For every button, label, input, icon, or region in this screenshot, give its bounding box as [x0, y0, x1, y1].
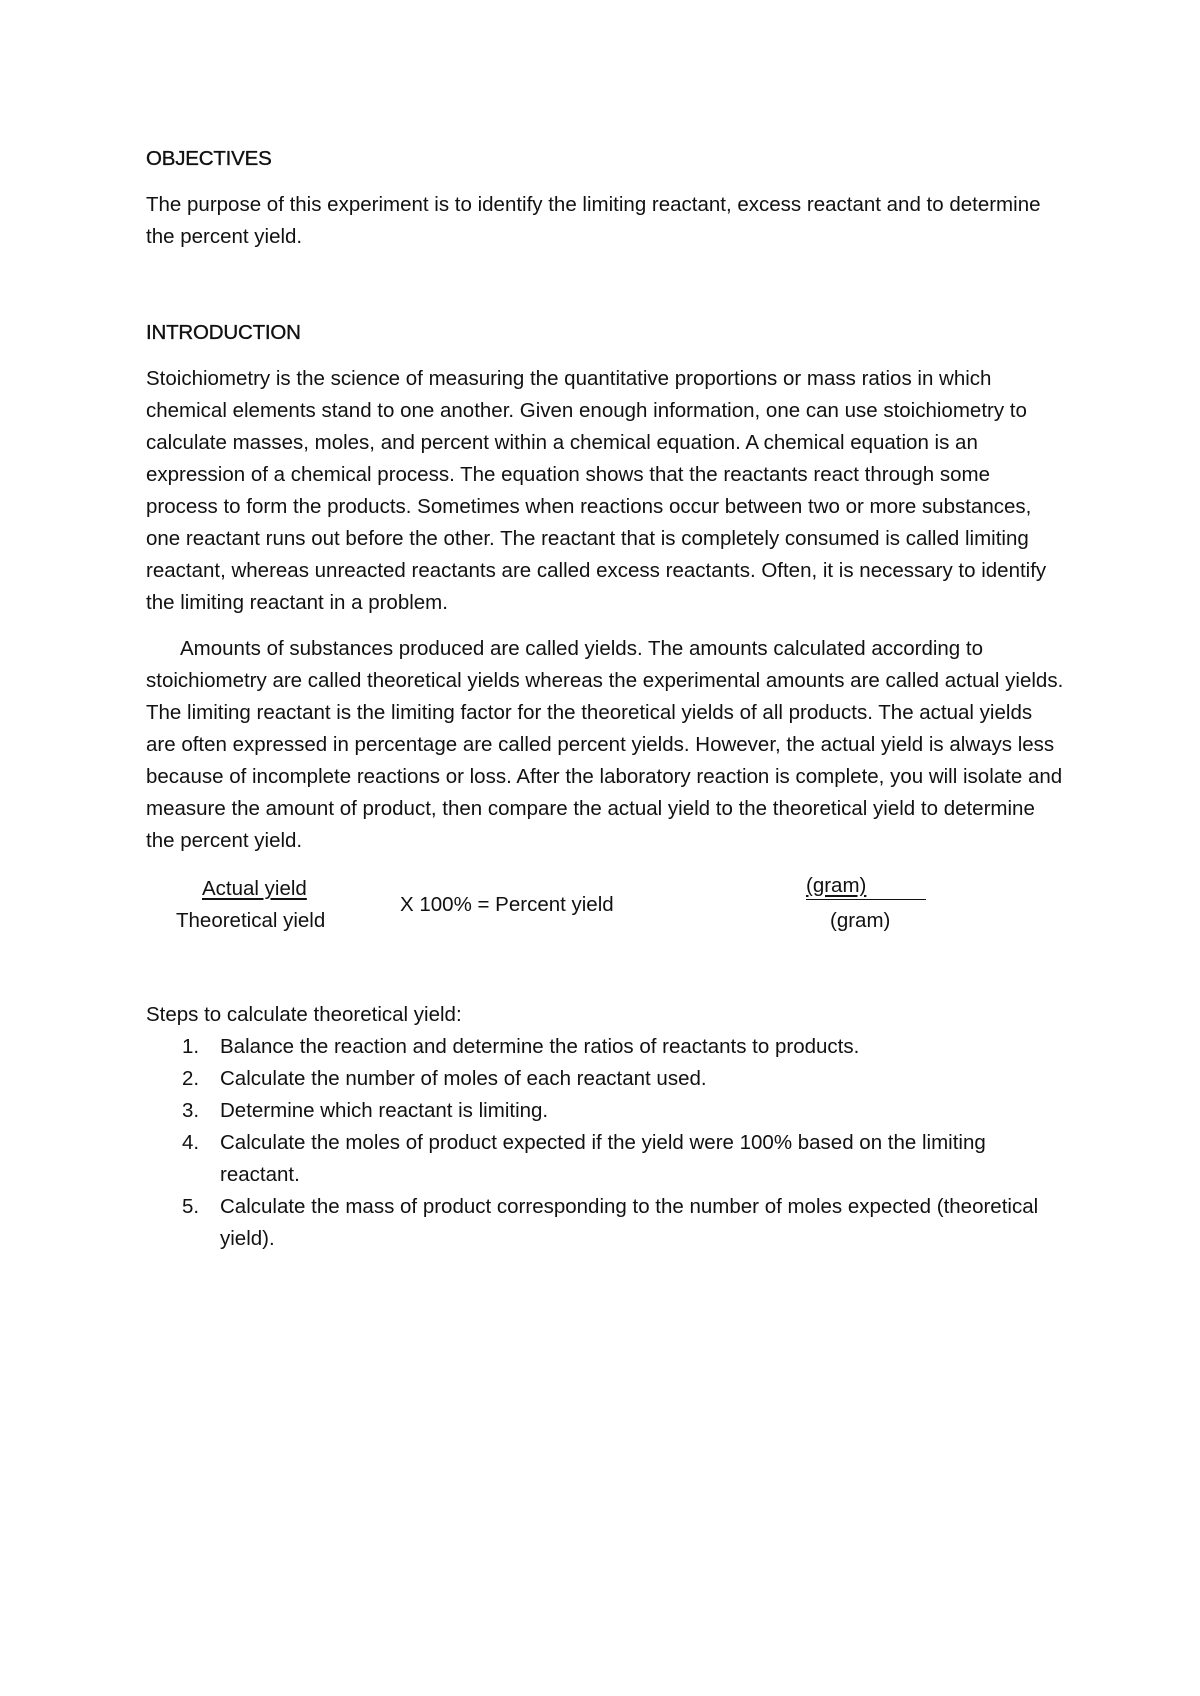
formula-denominator: Theoretical yield: [176, 909, 326, 932]
list-item-number: 1.: [182, 1035, 200, 1058]
introduction-paragraph-1: Stoichiometry is the science of measuring the quantitative proportions or mass ratios in which chemical elements stand to one another. Given enough information, one can use stoichiometry to calculate masses, moles, and percent within a chemical equation. A chemical equation is an expression of a chemical process. The equation shows that the reactants react through some process to form the products. Sometimes when reactions occur between two or more substances, one reactant runs out before the other. The reactant that is completely consumed is called limiting reactant, whereas unreacted reactants are called excess reactants. Often, it is necessary to identify the limiting reactant in a problem.: [146, 367, 1047, 614]
formula-numerator: Actual yield: [202, 877, 307, 900]
introduction-heading: INTRODUCTION: [146, 321, 301, 344]
list-item-text: Calculate the moles of product expected if the yield were 100% based on the limiting reactant.: [220, 1131, 986, 1186]
percent-yield-formula: [146, 861, 1066, 953]
introduction-paragraph-2: Amounts of substances produced are called yields. The amounts calculated according to stoichiometry are called theoretical yields whereas the experimental amounts are called actual yields. The limiting reactant is the limiting factor for the theoretical yields of all products. The actual yields are often expressed in percentage are called percent yields. However, the actual yield is always less because of incomplete reactions or loss. After the laboratory reaction is complete, you will isolate and measure the amount of product, then compare the actual yield to the theoretical yield to determine the percent yield.: [146, 637, 1064, 852]
list-item: [146, 1191, 1066, 1255]
list-item-number: 4.: [182, 1131, 200, 1154]
list-item-number: 2.: [182, 1067, 200, 1090]
objectives-heading: OBJECTIVES: [146, 147, 272, 170]
list-item: [146, 1063, 1066, 1095]
list-item-text: Determine which reactant is limiting.: [220, 1099, 549, 1122]
formula-unit-numerator-line: [806, 873, 926, 900]
list-item-text: Balance the reaction and determine the ratios of reactants to products.: [220, 1035, 860, 1058]
list-item: [146, 1127, 1066, 1191]
list-item: [146, 1095, 1066, 1127]
list-item-number: 3.: [182, 1099, 200, 1122]
list-item-text: Calculate the number of moles of each reactant used.: [220, 1067, 707, 1090]
list-item: [146, 1031, 1066, 1063]
list-item-text: Calculate the mass of product corresponding to the number of moles expected (theoretical yield).: [220, 1195, 1039, 1250]
steps-list: [146, 1031, 1066, 1255]
formula-operator: X 100% = Percent yield: [400, 893, 614, 916]
document-content: [146, 143, 1066, 1255]
list-item-number: 5.: [182, 1195, 200, 1218]
objectives-paragraph: The purpose of this experiment is to identify the limiting reactant, excess reactant and to determine the percent yield.: [146, 193, 1041, 248]
formula-unit-denominator: (gram): [830, 909, 891, 932]
steps-title: Steps to calculate theoretical yield:: [146, 1003, 462, 1026]
formula-unit-numerator: (gram): [806, 874, 867, 897]
